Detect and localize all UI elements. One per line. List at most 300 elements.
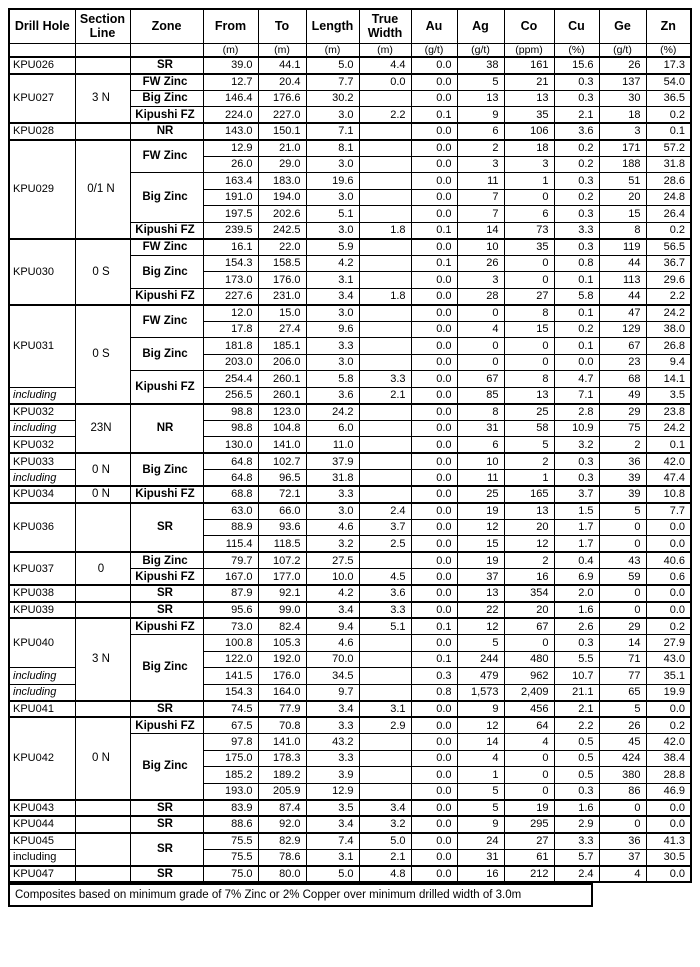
ge-cell: 129 xyxy=(599,321,646,338)
au-cell: 0.0 xyxy=(411,90,457,107)
length-cell: 5.9 xyxy=(306,239,359,256)
to-cell: 183.0 xyxy=(258,173,306,190)
co-cell: 0 xyxy=(504,767,554,784)
from-cell: 73.0 xyxy=(203,618,258,635)
zn-cell: 26.8 xyxy=(646,338,691,355)
to-cell: 93.6 xyxy=(258,519,306,536)
co-cell: 161 xyxy=(504,57,554,74)
au-cell: 0.0 xyxy=(411,338,457,355)
from-cell: 154.3 xyxy=(203,255,258,272)
true-width-cell xyxy=(359,321,411,338)
length-cell: 4.2 xyxy=(306,585,359,602)
true-width-cell: 0.0 xyxy=(359,74,411,91)
zn-cell: 0.0 xyxy=(646,701,691,718)
true-width-cell: 3.1 xyxy=(359,701,411,718)
zn-cell: 0.6 xyxy=(646,569,691,586)
co-cell: 27 xyxy=(504,833,554,850)
cu-cell: 0.0 xyxy=(554,354,599,371)
cu-cell: 0.3 xyxy=(554,206,599,223)
true-width-cell xyxy=(359,750,411,767)
to-cell: 150.1 xyxy=(258,123,306,140)
to-cell: 66.0 xyxy=(258,503,306,520)
ag-cell: 5 xyxy=(457,635,504,652)
drill-hole-cell: KPU027 xyxy=(9,74,75,124)
length-cell: 11.0 xyxy=(306,437,359,454)
from-cell: 175.0 xyxy=(203,750,258,767)
from-cell: 75.5 xyxy=(203,833,258,850)
true-width-cell xyxy=(359,420,411,437)
cu-cell: 6.9 xyxy=(554,569,599,586)
au-cell: 0.0 xyxy=(411,519,457,536)
co-cell: 35 xyxy=(504,107,554,124)
to-cell: 231.0 xyxy=(258,288,306,305)
ag-cell: 6 xyxy=(457,123,504,140)
from-cell: 12.0 xyxy=(203,305,258,322)
to-cell: 70.8 xyxy=(258,717,306,734)
ag-cell: 31 xyxy=(457,849,504,866)
from-cell: 17.8 xyxy=(203,321,258,338)
cu-cell: 10.7 xyxy=(554,668,599,685)
drill-hole-cell: KPU026 xyxy=(9,57,75,74)
cu-cell: 1.5 xyxy=(554,503,599,520)
co-cell: 2,409 xyxy=(504,684,554,701)
zn-cell: 41.3 xyxy=(646,833,691,850)
zn-cell: 30.5 xyxy=(646,849,691,866)
zn-cell: 54.0 xyxy=(646,74,691,91)
zn-cell: 0.0 xyxy=(646,816,691,833)
au-cell: 0.0 xyxy=(411,156,457,173)
zn-cell: 3.5 xyxy=(646,387,691,404)
length-cell: 3.9 xyxy=(306,767,359,784)
zone-cell: SR xyxy=(130,866,203,883)
zn-cell: 0.1 xyxy=(646,123,691,140)
zn-cell: 14.1 xyxy=(646,371,691,388)
co-cell: 25 xyxy=(504,404,554,421)
to-cell: 123.0 xyxy=(258,404,306,421)
zn-cell: 27.9 xyxy=(646,635,691,652)
length-cell: 12.9 xyxy=(306,783,359,800)
length-cell: 3.0 xyxy=(306,156,359,173)
from-cell: 64.8 xyxy=(203,453,258,470)
ag-cell: 3 xyxy=(457,272,504,289)
zn-cell: 0.2 xyxy=(646,222,691,239)
length-cell: 3.0 xyxy=(306,189,359,206)
to-cell: 82.9 xyxy=(258,833,306,850)
au-cell: 0.0 xyxy=(411,189,457,206)
zn-cell: 46.9 xyxy=(646,783,691,800)
to-cell: 21.0 xyxy=(258,140,306,157)
length-cell: 3.4 xyxy=(306,816,359,833)
from-cell: 88.9 xyxy=(203,519,258,536)
unit-drill-hole xyxy=(9,43,75,57)
co-cell: 5 xyxy=(504,437,554,454)
length-cell: 5.0 xyxy=(306,866,359,883)
drill-hole-cell: KPU041 xyxy=(9,701,75,718)
table-body xyxy=(9,57,691,882)
unit-ge: (g/t) xyxy=(599,43,646,57)
au-cell: 0.0 xyxy=(411,783,457,800)
ag-cell: 7 xyxy=(457,189,504,206)
au-cell: 0.0 xyxy=(411,305,457,322)
co-cell: 58 xyxy=(504,420,554,437)
drill-hole-cell: KPU047 xyxy=(9,866,75,883)
zn-cell: 0.0 xyxy=(646,585,691,602)
cu-cell: 2.6 xyxy=(554,618,599,635)
from-cell: 87.9 xyxy=(203,585,258,602)
length-cell: 3.4 xyxy=(306,288,359,305)
au-cell: 0.1 xyxy=(411,651,457,668)
ge-cell: 18 xyxy=(599,107,646,124)
length-cell: 9.7 xyxy=(306,684,359,701)
cu-cell: 0.2 xyxy=(554,321,599,338)
zone-cell: NR xyxy=(130,123,203,140)
ge-cell: 75 xyxy=(599,420,646,437)
col-true-width: True Width xyxy=(359,9,411,43)
ge-cell: 0 xyxy=(599,816,646,833)
from-cell: 12.9 xyxy=(203,140,258,157)
cu-cell: 2.9 xyxy=(554,816,599,833)
au-cell: 0.0 xyxy=(411,420,457,437)
co-cell: 0 xyxy=(504,189,554,206)
ge-cell: 20 xyxy=(599,189,646,206)
to-cell: 164.0 xyxy=(258,684,306,701)
zn-cell: 28.8 xyxy=(646,767,691,784)
from-cell: 143.0 xyxy=(203,123,258,140)
zone-cell: SR xyxy=(130,701,203,718)
au-cell: 0.0 xyxy=(411,453,457,470)
zone-cell: Big Zinc xyxy=(130,552,203,569)
length-cell: 3.3 xyxy=(306,717,359,734)
to-cell: 260.1 xyxy=(258,371,306,388)
cu-cell: 0.5 xyxy=(554,750,599,767)
true-width-cell xyxy=(359,453,411,470)
true-width-cell: 4.8 xyxy=(359,866,411,883)
true-width-cell xyxy=(359,272,411,289)
zone-cell: Big Zinc xyxy=(130,255,203,288)
length-cell: 3.1 xyxy=(306,272,359,289)
ge-cell: 44 xyxy=(599,288,646,305)
cu-cell: 3.7 xyxy=(554,486,599,503)
co-cell: 0 xyxy=(504,354,554,371)
drill-hole-cell: KPU037 xyxy=(9,552,75,585)
au-cell: 0.0 xyxy=(411,717,457,734)
co-cell: 8 xyxy=(504,371,554,388)
ge-cell: 26 xyxy=(599,57,646,74)
true-width-cell xyxy=(359,486,411,503)
cu-cell: 0.3 xyxy=(554,783,599,800)
zn-cell: 0.0 xyxy=(646,866,691,883)
cu-cell: 0.3 xyxy=(554,90,599,107)
cu-cell: 0.3 xyxy=(554,635,599,652)
true-width-cell xyxy=(359,189,411,206)
co-cell: 0 xyxy=(504,272,554,289)
ag-cell: 0 xyxy=(457,354,504,371)
zn-cell: 38.0 xyxy=(646,321,691,338)
ge-cell: 137 xyxy=(599,74,646,91)
ge-cell: 0 xyxy=(599,602,646,619)
true-width-cell: 3.3 xyxy=(359,371,411,388)
au-cell: 0.0 xyxy=(411,552,457,569)
true-width-cell xyxy=(359,783,411,800)
true-width-cell xyxy=(359,239,411,256)
to-cell: 102.7 xyxy=(258,453,306,470)
from-cell: 203.0 xyxy=(203,354,258,371)
zone-cell: Big Zinc xyxy=(130,734,203,800)
col-ge: Ge xyxy=(599,9,646,43)
zn-cell: 9.4 xyxy=(646,354,691,371)
au-cell: 0.0 xyxy=(411,503,457,520)
ge-cell: 44 xyxy=(599,255,646,272)
cu-cell: 2.0 xyxy=(554,585,599,602)
to-cell: 192.0 xyxy=(258,651,306,668)
from-cell: 79.7 xyxy=(203,552,258,569)
to-cell: 92.1 xyxy=(258,585,306,602)
section-line-cell: 23N xyxy=(75,404,130,454)
col-ag: Ag xyxy=(457,9,504,43)
to-cell: 227.0 xyxy=(258,107,306,124)
zn-cell: 0.0 xyxy=(646,602,691,619)
ag-cell: 0 xyxy=(457,338,504,355)
ge-cell: 380 xyxy=(599,767,646,784)
section-line-cell xyxy=(75,833,130,866)
cu-cell: 0.1 xyxy=(554,338,599,355)
ag-cell: 14 xyxy=(457,734,504,751)
au-cell: 0.0 xyxy=(411,486,457,503)
to-cell: 242.5 xyxy=(258,222,306,239)
co-cell: 3 xyxy=(504,156,554,173)
au-cell: 0.0 xyxy=(411,74,457,91)
length-cell: 5.1 xyxy=(306,206,359,223)
cu-cell: 2.2 xyxy=(554,717,599,734)
au-cell: 0.0 xyxy=(411,750,457,767)
length-cell: 30.2 xyxy=(306,90,359,107)
cu-cell: 2.1 xyxy=(554,107,599,124)
to-cell: 107.2 xyxy=(258,552,306,569)
to-cell: 189.2 xyxy=(258,767,306,784)
length-cell: 3.2 xyxy=(306,536,359,553)
from-cell: 115.4 xyxy=(203,536,258,553)
au-cell: 0.0 xyxy=(411,800,457,817)
length-cell: 19.6 xyxy=(306,173,359,190)
cu-cell: 2.4 xyxy=(554,866,599,883)
zone-cell: Kipushi FZ xyxy=(130,222,203,239)
to-cell: 87.4 xyxy=(258,800,306,817)
drill-hole-cell: KPU038 xyxy=(9,585,75,602)
co-cell: 67 xyxy=(504,618,554,635)
length-cell: 70.0 xyxy=(306,651,359,668)
to-cell: 205.9 xyxy=(258,783,306,800)
section-line-cell: 0 S xyxy=(75,239,130,305)
to-cell: 206.0 xyxy=(258,354,306,371)
au-cell: 0.0 xyxy=(411,701,457,718)
au-cell: 0.0 xyxy=(411,272,457,289)
unit-ag: (g/t) xyxy=(457,43,504,57)
drill-results-table xyxy=(8,8,692,883)
ag-cell: 4 xyxy=(457,321,504,338)
from-cell: 227.6 xyxy=(203,288,258,305)
ge-cell: 36 xyxy=(599,833,646,850)
ag-cell: 22 xyxy=(457,602,504,619)
length-cell: 3.0 xyxy=(306,222,359,239)
cu-cell: 21.1 xyxy=(554,684,599,701)
ge-cell: 43 xyxy=(599,552,646,569)
from-cell: 63.0 xyxy=(203,503,258,520)
ag-cell: 38 xyxy=(457,57,504,74)
ge-cell: 14 xyxy=(599,635,646,652)
zone-cell: SR xyxy=(130,833,203,866)
from-cell: 88.6 xyxy=(203,816,258,833)
ag-cell: 5 xyxy=(457,800,504,817)
cu-cell: 3.2 xyxy=(554,437,599,454)
true-width-cell: 5.0 xyxy=(359,833,411,850)
zone-cell: Big Zinc xyxy=(130,90,203,107)
co-cell: 20 xyxy=(504,519,554,536)
unit-zn: (%) xyxy=(646,43,691,57)
to-cell: 141.0 xyxy=(258,437,306,454)
cu-cell: 0.3 xyxy=(554,470,599,487)
ag-cell: 13 xyxy=(457,585,504,602)
length-cell: 3.0 xyxy=(306,503,359,520)
from-cell: 67.5 xyxy=(203,717,258,734)
cu-cell: 3.6 xyxy=(554,123,599,140)
ge-cell: 2 xyxy=(599,437,646,454)
section-line-cell xyxy=(75,585,130,602)
zone-cell: Kipushi FZ xyxy=(130,618,203,635)
col-zn: Zn xyxy=(646,9,691,43)
ag-cell: 9 xyxy=(457,701,504,718)
length-cell: 3.3 xyxy=(306,338,359,355)
au-cell: 0.0 xyxy=(411,849,457,866)
zn-cell: 40.6 xyxy=(646,552,691,569)
cu-cell: 15.6 xyxy=(554,57,599,74)
ag-cell: 12 xyxy=(457,519,504,536)
cu-cell: 0.1 xyxy=(554,305,599,322)
zone-cell: SR xyxy=(130,585,203,602)
zone-cell: Big Zinc xyxy=(130,635,203,701)
zn-cell: 31.8 xyxy=(646,156,691,173)
unit-co: (ppm) xyxy=(504,43,554,57)
au-cell: 0.0 xyxy=(411,569,457,586)
ge-cell: 36 xyxy=(599,453,646,470)
from-cell: 141.5 xyxy=(203,668,258,685)
zone-cell: NR xyxy=(130,404,203,454)
co-cell: 61 xyxy=(504,849,554,866)
zn-cell: 24.2 xyxy=(646,305,691,322)
au-cell: 0.0 xyxy=(411,123,457,140)
true-width-cell xyxy=(359,651,411,668)
co-cell: 2 xyxy=(504,552,554,569)
zone-cell: SR xyxy=(130,602,203,619)
to-cell: 104.8 xyxy=(258,420,306,437)
length-cell: 3.5 xyxy=(306,800,359,817)
drill-hole-cell: including xyxy=(9,470,75,487)
au-cell: 0.0 xyxy=(411,437,457,454)
to-cell: 22.0 xyxy=(258,239,306,256)
au-cell: 0.1 xyxy=(411,222,457,239)
cu-cell: 4.7 xyxy=(554,371,599,388)
true-width-cell: 3.2 xyxy=(359,816,411,833)
ge-cell: 65 xyxy=(599,684,646,701)
to-cell: 27.4 xyxy=(258,321,306,338)
zn-cell: 0.2 xyxy=(646,717,691,734)
from-cell: 256.5 xyxy=(203,387,258,404)
length-cell: 37.9 xyxy=(306,453,359,470)
from-cell: 97.8 xyxy=(203,734,258,751)
true-width-cell xyxy=(359,305,411,322)
from-cell: 74.5 xyxy=(203,701,258,718)
true-width-cell: 2.5 xyxy=(359,536,411,553)
drill-hole-cell: KPU030 xyxy=(9,239,75,305)
to-cell: 194.0 xyxy=(258,189,306,206)
zn-cell: 36.7 xyxy=(646,255,691,272)
cu-cell: 0.2 xyxy=(554,140,599,157)
ge-cell: 86 xyxy=(599,783,646,800)
co-cell: 16 xyxy=(504,569,554,586)
ag-cell: 67 xyxy=(457,371,504,388)
ag-cell: 31 xyxy=(457,420,504,437)
ge-cell: 0 xyxy=(599,585,646,602)
ag-cell: 19 xyxy=(457,552,504,569)
section-line-cell xyxy=(75,123,130,140)
to-cell: 82.4 xyxy=(258,618,306,635)
length-cell: 31.8 xyxy=(306,470,359,487)
au-cell: 0.0 xyxy=(411,354,457,371)
co-cell: 2 xyxy=(504,453,554,470)
length-cell: 4.2 xyxy=(306,255,359,272)
co-cell: 354 xyxy=(504,585,554,602)
drill-hole-cell: KPU034 xyxy=(9,486,75,503)
true-width-cell xyxy=(359,338,411,355)
from-cell: 181.8 xyxy=(203,338,258,355)
unit-true-width: (m) xyxy=(359,43,411,57)
co-cell: 1 xyxy=(504,470,554,487)
ag-cell: 11 xyxy=(457,173,504,190)
zn-cell: 0.0 xyxy=(646,536,691,553)
ag-cell: 16 xyxy=(457,866,504,883)
ge-cell: 39 xyxy=(599,470,646,487)
ag-cell: 26 xyxy=(457,255,504,272)
length-cell: 7.1 xyxy=(306,123,359,140)
col-zone: Zone xyxy=(130,9,203,43)
zn-cell: 56.5 xyxy=(646,239,691,256)
true-width-cell xyxy=(359,255,411,272)
col-co: Co xyxy=(504,9,554,43)
ge-cell: 49 xyxy=(599,387,646,404)
drill-hole-cell: KPU039 xyxy=(9,602,75,619)
composite-footnote: Composites based on minimum grade of 7% Zinc or 2% Copper over minimum drilled width of 3.0m xyxy=(8,883,593,907)
drill-hole-cell: KPU040 xyxy=(9,618,75,668)
cu-cell: 1.6 xyxy=(554,602,599,619)
ge-cell: 47 xyxy=(599,305,646,322)
true-width-cell xyxy=(359,470,411,487)
true-width-cell: 1.8 xyxy=(359,288,411,305)
section-line-cell: 0 S xyxy=(75,305,130,404)
from-cell: 83.9 xyxy=(203,800,258,817)
length-cell: 3.4 xyxy=(306,602,359,619)
zone-cell: SR xyxy=(130,503,203,553)
true-width-cell xyxy=(359,668,411,685)
zn-cell: 10.8 xyxy=(646,486,691,503)
to-cell: 178.3 xyxy=(258,750,306,767)
au-cell: 0.0 xyxy=(411,585,457,602)
ge-cell: 23 xyxy=(599,354,646,371)
co-cell: 1 xyxy=(504,173,554,190)
length-cell: 3.4 xyxy=(306,701,359,718)
zone-cell: SR xyxy=(130,800,203,817)
au-cell: 0.1 xyxy=(411,107,457,124)
ge-cell: 68 xyxy=(599,371,646,388)
ge-cell: 424 xyxy=(599,750,646,767)
